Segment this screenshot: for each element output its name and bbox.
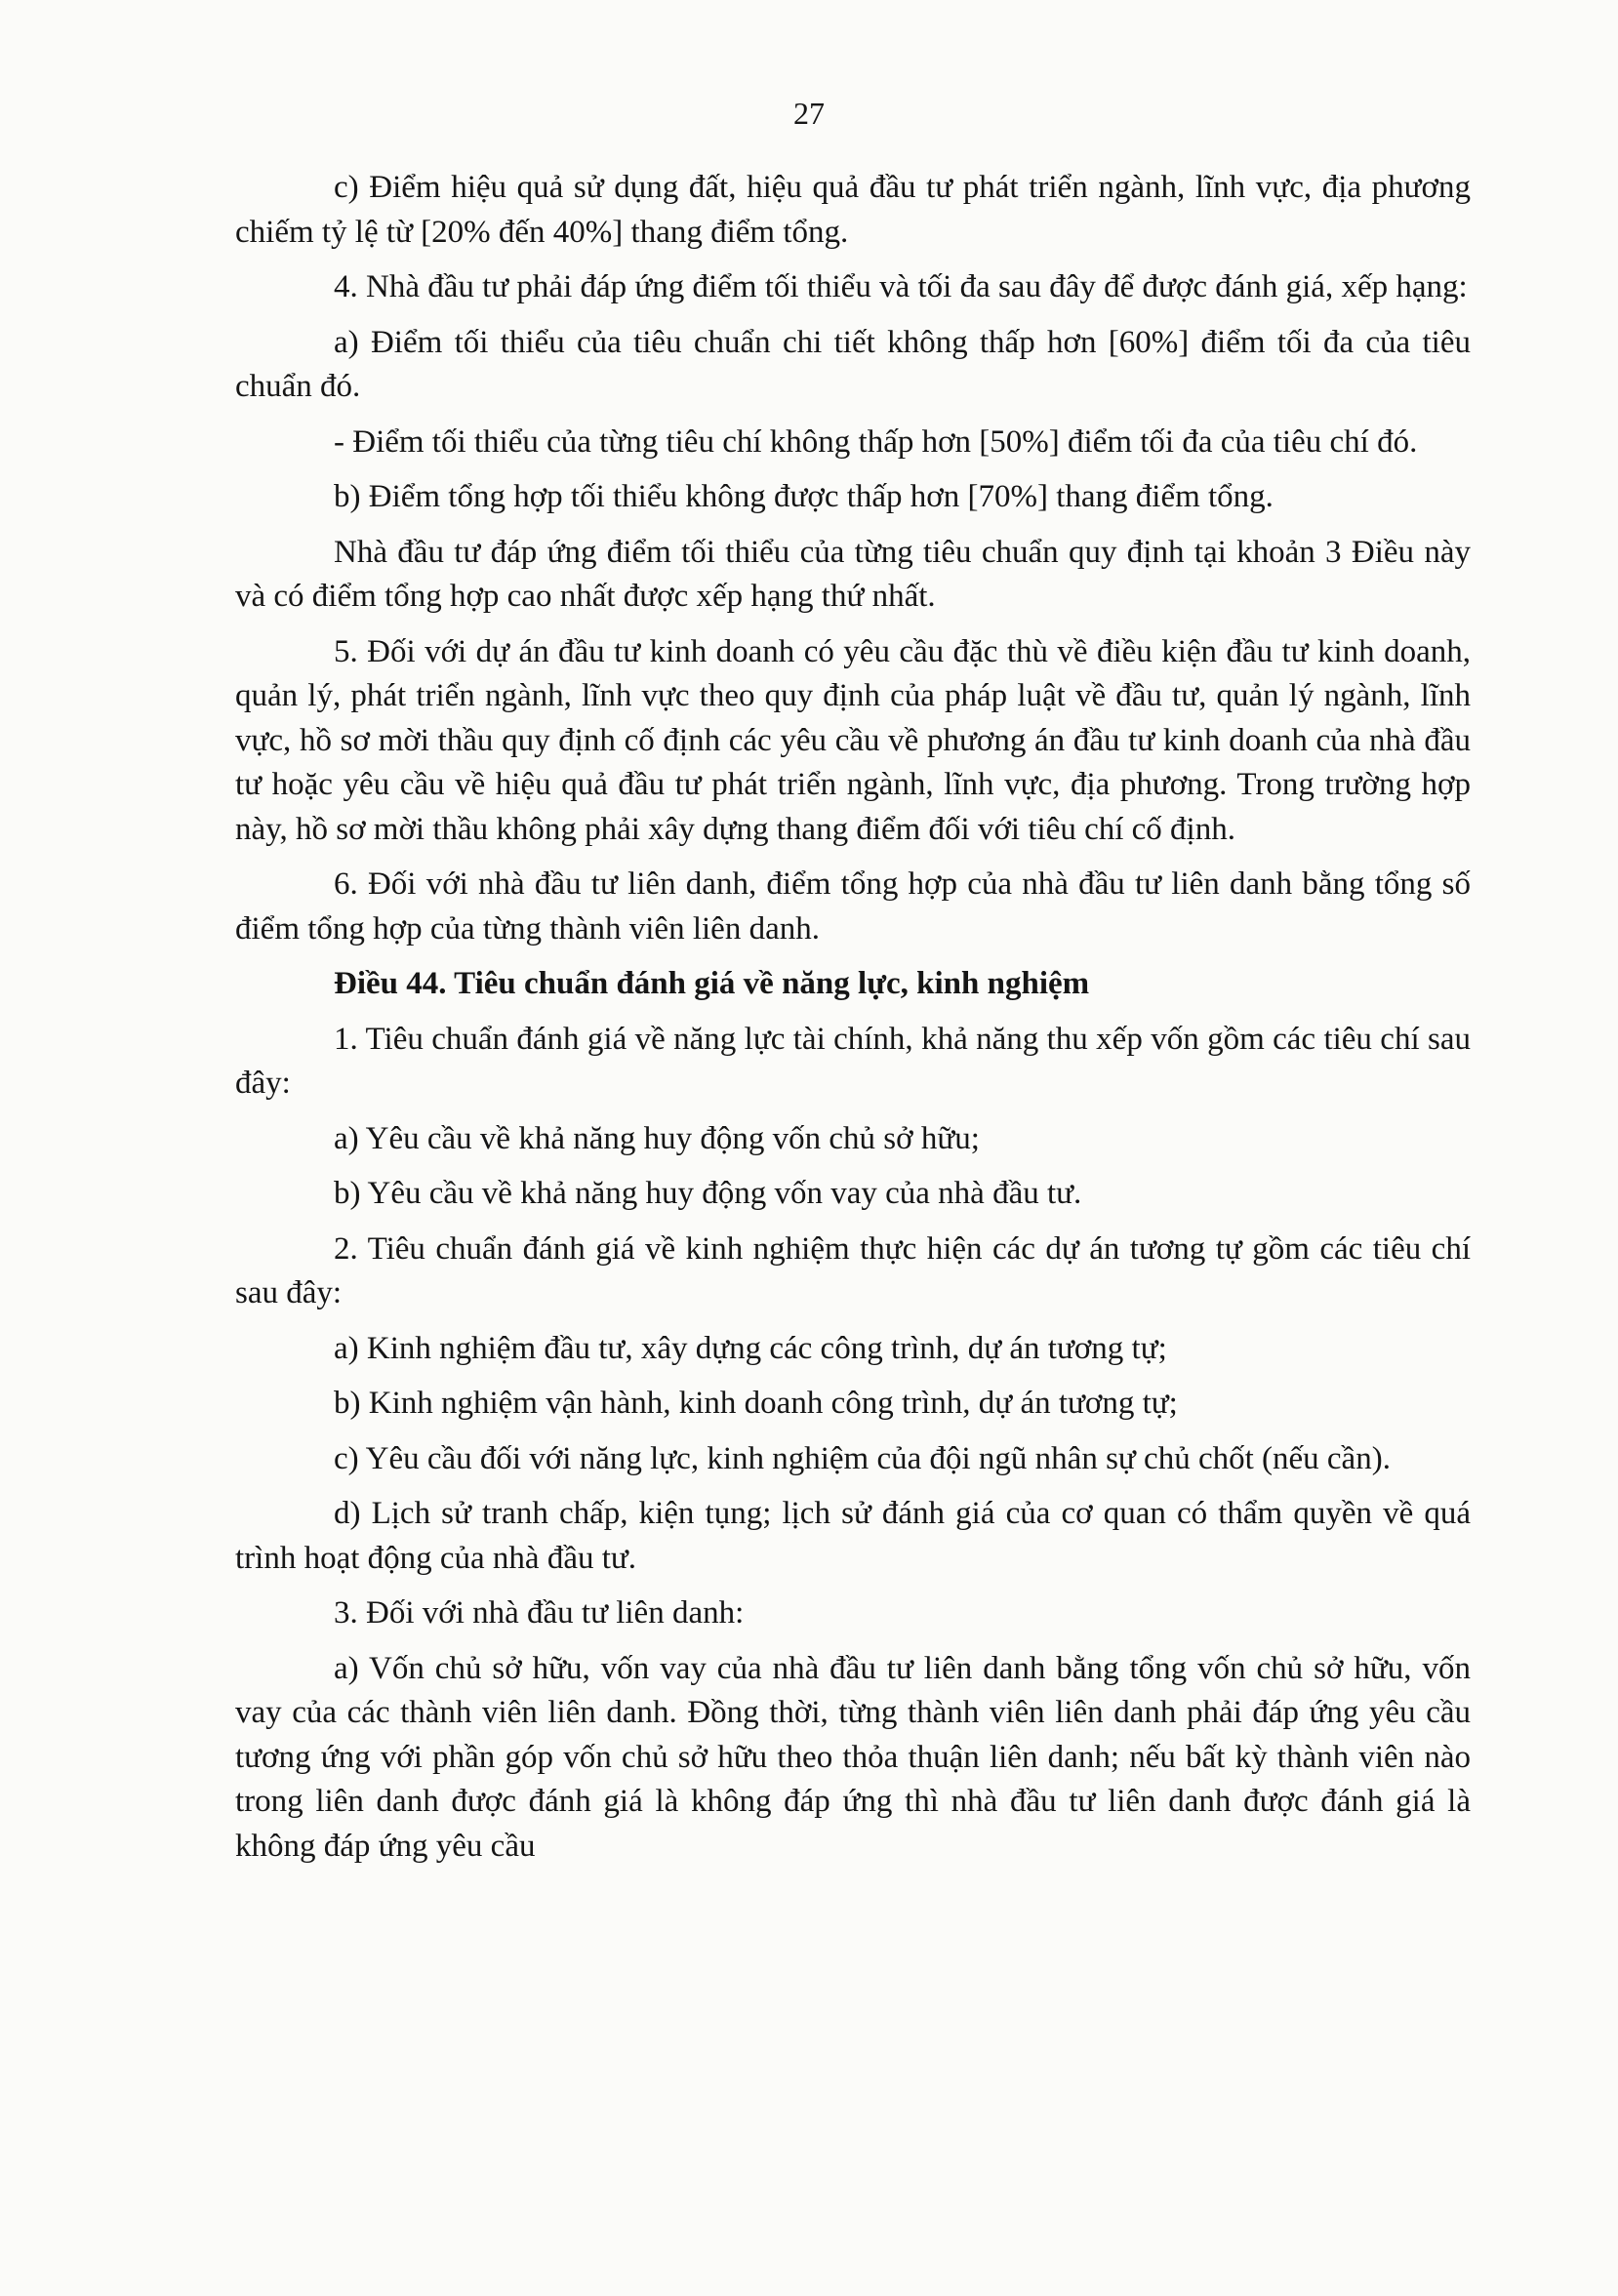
article-heading: Điều 44. Tiêu chuẩn đánh giá về năng lực, kinh nghiệm [334, 966, 1090, 1001]
paragraph: 1. Tiêu chuẩn đánh giá về năng lực tài chính, khả năng thu xếp vốn gồm các tiêu chí sau đây: [235, 1021, 1471, 1101]
paragraph: 6. Đối với nhà đầu tư liên danh, điểm tổng hợp của nhà đầu tư liên danh bằng tổng số điểm tổng hợp của từng thành viên liên danh. [235, 866, 1471, 947]
paragraph: 4. Nhà đầu tư phải đáp ứng điểm tối thiểu và tối đa sau đây để được đánh giá, xếp hạng: [334, 269, 1468, 304]
paragraph: a) Kinh nghiệm đầu tư, xây dựng các công trình, dự án tương tự; [334, 1330, 1167, 1366]
paragraph: 2. Tiêu chuẩn đánh giá về kinh nghiệm thực hiện các dự án tương tự gồm các tiêu chí sau đây: [235, 1230, 1471, 1310]
page-number: 27 [793, 96, 825, 131]
paragraph: c) Yêu cầu đối với năng lực, kinh nghiệm của đội ngũ nhân sự chủ chốt (nếu cần). [334, 1440, 1391, 1476]
paragraph: a) Yêu cầu về khả năng huy động vốn chủ sở hữu; [334, 1120, 980, 1156]
paragraph: 5. Đối với dự án đầu tư kinh doanh có yêu cầu đặc thù về điều kiện đầu tư kinh doanh, quản lý, phát triển ngành, lĩnh vực theo quy định của pháp luật về đầu tư, quản lý ngành, lĩnh vực, hồ sơ mời thầu quy định cố định các yêu cầu về phương án đầu tư kinh doanh của nhà đầu tư hoặc yêu cầu về hiệu quả đầu tư phát triển ngành, lĩnh vực, địa phương. Trong trường hợp này, hồ sơ mời thầu không phải xây dựng thang điểm đối với tiêu chí cố định. [235, 633, 1471, 847]
paragraph: Nhà đầu tư đáp ứng điểm tối thiểu của từng tiêu chuẩn quy định tại khoản 3 Điều này và có điểm tổng hợp cao nhất được xếp hạng thứ nhất. [235, 534, 1471, 614]
paragraph: a) Vốn chủ sở hữu, vốn vay của nhà đầu tư liên danh bằng tổng vốn chủ sở hữu, vốn vay của các thành viên liên danh. Đồng thời, từng thành viên liên danh phải đáp ứng yêu cầu tương ứng với phần góp vốn chủ sở hữu theo thỏa thuận liên danh; nếu bất kỳ thành viên nào trong liên danh được đánh giá là không đáp ứng thì nhà đầu tư liên danh được đánh giá là không đáp ứng yêu cầu [235, 1650, 1471, 1864]
paragraph: d) Lịch sử tranh chấp, kiện tụng; lịch sử đánh giá của cơ quan có thẩm quyền về quá trình hoạt động của nhà đầu tư. [235, 1496, 1471, 1576]
paragraph: b) Yêu cầu về khả năng huy động vốn vay của nhà đầu tư. [334, 1176, 1082, 1211]
paragraph: 3. Đối với nhà đầu tư liên danh: [334, 1595, 745, 1631]
paragraph: b) Kinh nghiệm vận hành, kinh doanh công trình, dự án tương tự; [334, 1386, 1178, 1421]
paragraph: a) Điểm tối thiểu của tiêu chuẩn chi tiết không thấp hơn [60%] điểm tối đa của tiêu chuẩn đó. [235, 324, 1471, 404]
paragraph: - Điểm tối thiểu của từng tiêu chí không thấp hơn [50%] điểm tối đa của tiêu chí đó. [334, 423, 1418, 460]
document-body [235, 166, 1471, 1879]
paragraph: c) Điểm hiệu quả sử dụng đất, hiệu quả đầu tư phát triển ngành, lĩnh vực, địa phương chiếm tỷ lệ từ [20% đến 40%] thang điểm tổng. [235, 170, 1471, 250]
paragraph: b) Điểm tổng hợp tối thiểu không được thấp hơn [70%] thang điểm tổng. [334, 479, 1274, 514]
